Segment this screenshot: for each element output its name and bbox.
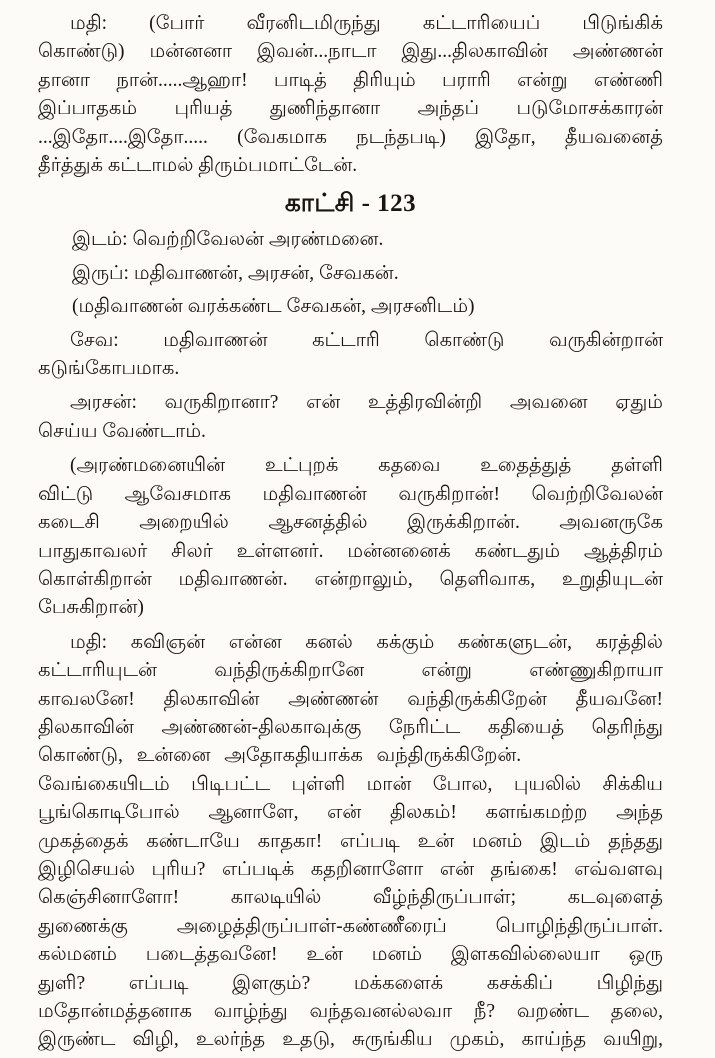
text-line: கல்மனம் படைத்தவனே! உன் மனம் இளகவில்லையா ஒரு bbox=[38, 944, 663, 966]
text-line: கொள்கிறான் மதிவாணன். என்றாலும், தெளிவாக, உறுதியுடன் bbox=[38, 568, 663, 590]
text-line: இருண்ட விழி, உலர்ந்த உதடு, சுருங்கிய முகம், காய்ந்த வயிறு, bbox=[38, 1029, 663, 1051]
text-line: கடைசி அறையில் ஆசனத்தில் இருக்கிறான். அவனருகே bbox=[38, 512, 663, 534]
dialogue-paragraph-mathi-1 bbox=[38, 10, 663, 180]
text-line: கெஞ்சினாளோ! காலடியில் வீழ்ந்திருப்பாள்; கடவுளைத் bbox=[38, 887, 663, 909]
dialogue-paragraph-mathi-2 bbox=[38, 629, 663, 1055]
stage-setting-cast: இருப்: மதிவாணன், அரசன், சேவகன். bbox=[72, 262, 399, 284]
dialogue-paragraph-sevakan bbox=[38, 327, 663, 384]
scene-heading: காட்சி - 123 bbox=[284, 190, 417, 218]
stage-setting-entry-direction: (மதிவாணன் வரக்கண்ட சேவகன், அரசனிடம்) bbox=[72, 296, 475, 318]
text-line: வேங்கையிடம் பிடிபட்ட புள்ளி மான் போல, புயலில் சிக்கிய bbox=[38, 773, 663, 795]
text-line: தீர்த்துக் கட்டாமல் திரும்பமாட்டேன். bbox=[38, 155, 358, 177]
text-line: சேவ: மதிவாணன் கட்டாரி கொண்டு வருகின்றான் bbox=[70, 329, 663, 351]
text-line: முகத்தைக் கண்டாயே காதகா! எப்படி உன் மனம் இடம் தந்தது bbox=[38, 830, 663, 852]
text-line: பூங்கொடிபோல் ஆனாளே, என் திலகம்! களங்கமற்ற அந்த bbox=[38, 802, 663, 824]
text-line: இழிசெயல் புரிய? எப்படிக் கதறினாளோ என் தங்கை! எவ்வளவு bbox=[38, 858, 663, 880]
text-line: துணைக்கு அழைத்திருப்பாள்-கண்ணீரைப் பொழிந்திருப்பாள். bbox=[38, 915, 663, 937]
text-line: கொண்டு, உன்னை அதோகதியாக்க வந்திருக்கிறேன். bbox=[38, 745, 522, 767]
text-line: கடுங்கோபமாக. bbox=[38, 358, 180, 380]
stage-setting-location: இடம்: வெற்றிவேலன் அரண்மனை. bbox=[72, 229, 384, 251]
text-line: காவலனே! திலகாவின் அண்ணன் வந்திருக்கிறேன் தீயவனே! bbox=[38, 688, 663, 710]
text-line: துளி? எப்படி இளகும்? மக்களைக் கசக்கிப் பிழிந்து bbox=[38, 972, 663, 994]
text-line: விட்டு ஆவேசமாக மதிவாணன் வருகிறான்! வெற்றிவேலன் bbox=[38, 483, 663, 505]
dialogue-paragraph-arasan bbox=[38, 389, 663, 446]
text-line: (அரண்மனையின் உட்புறக் கதவை உதைத்துத் தள்ளி bbox=[70, 455, 663, 477]
text-line: மதி: கவிஞன் என்ன கனல் கக்கும் கண்களுடன், கரத்தில் bbox=[70, 631, 663, 653]
text-line: கட்டாரியுடன் வந்திருக்கிறானே என்று எண்ணுகிறாயா bbox=[38, 660, 663, 682]
text-line: திலகாவின் அண்ணன்-திலகாவுக்கு நேரிட்ட கதியைத் தெரிந்து bbox=[38, 716, 663, 738]
text-line: செய்ய வேண்டாம். bbox=[38, 420, 206, 442]
text-line: மதோன்மத்தனாக வாழ்ந்து வந்தவனல்லவா நீ? வறண்ட தலை, bbox=[38, 1001, 663, 1022]
stage-direction-paragraph bbox=[38, 452, 663, 622]
text-line: மதி: (போர் வீரனிடமிருந்து கட்டாரியைப் பிடுங்கிக் bbox=[70, 13, 663, 34]
text-line: இப்பாதகம் புரியத் துணிந்தானா அந்தப் படுமோசக்காரன் bbox=[38, 98, 663, 120]
text-line: கொண்டு) மன்னனா இவன்...நாடா இது...திலகாவின் அண்ணன் bbox=[38, 41, 663, 63]
text-line: ...இதோ....இதோ..... (வேகமாக நடந்தபடி) இதோ, தீயவனைத் bbox=[38, 126, 663, 148]
text-line: பாதுகாவலர் சிலர் உள்ளனர். மன்னனைக் கண்டதும் ஆத்திரம் bbox=[38, 540, 663, 562]
text-line: பேசுகிறான்) bbox=[38, 597, 144, 619]
text-line: தானா நான்.....ஆஹா! பாடித் திரியும் பராரி என்று எண்ணி bbox=[38, 69, 663, 91]
text-line: அரசன்: வருகிறானா? என் உத்திரவின்றி அவனை ஏதும் bbox=[70, 392, 663, 414]
